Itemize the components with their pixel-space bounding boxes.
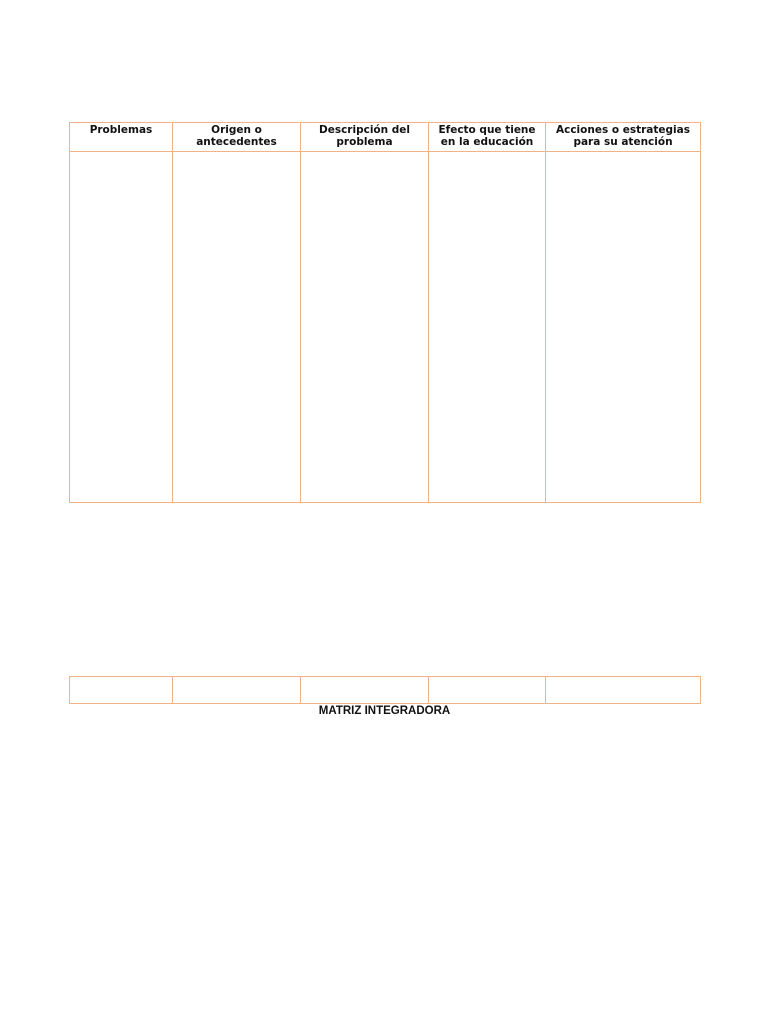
footer-cell [70,677,173,704]
footer-cell [301,677,429,704]
table-row [70,152,701,503]
footer-table [69,676,701,704]
header-efecto: Efecto que tiene en la educación [429,123,546,152]
table-row [70,677,701,704]
cell-efecto [429,152,546,503]
cell-problemas [70,152,173,503]
header-descripcion: Descripción del problema [301,123,429,152]
cell-origen [173,152,301,503]
footer-cell [429,677,546,704]
header-origen: Origen o antecedentes [173,123,301,152]
matrix-table [69,122,701,503]
cell-descripcion [301,152,429,503]
footer-cell [546,677,701,704]
footer-cell [173,677,301,704]
header-problemas: Problemas [70,123,173,152]
cell-acciones [546,152,701,503]
header-row [70,123,701,152]
table-caption: MATRIZ INTEGRADORA [318,705,451,717]
header-acciones: Acciones o estrategias para su atención [546,123,701,152]
